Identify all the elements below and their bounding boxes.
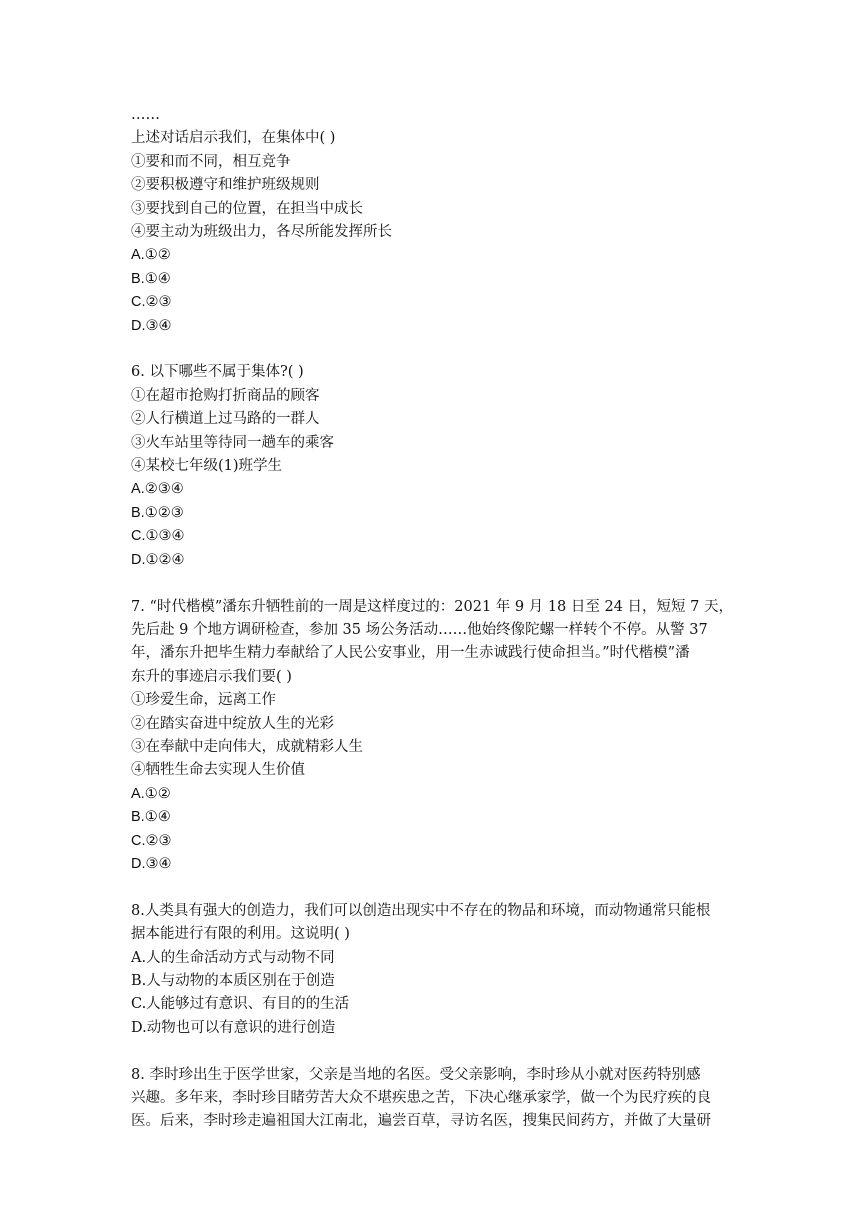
q6-statement-3: ③火车站里等待同一趟车的乘客 xyxy=(131,434,334,451)
q8a-stem-line-1: 8.人类具有强大的创造力，我们可以创造出现实中不存在的物品和环境，而动物通常只能根 xyxy=(131,902,711,919)
q5-option-d: D.③④ xyxy=(131,317,172,334)
spacer xyxy=(131,876,741,899)
q5-option-c: C.②③ xyxy=(131,294,172,311)
q6-option-d: D.①②④ xyxy=(131,551,185,568)
q8a-option-a: A.人的生命活动方式与动物不同 xyxy=(131,949,335,966)
q5-stem: 上述对话启示我们，在集体中( ) xyxy=(131,130,336,147)
spacer xyxy=(131,338,741,361)
q7-option-b: B.①④ xyxy=(131,809,171,826)
q7-stem-line-2: 先后赴 9 个地方调研检查，参加 35 场公务活动……他始终像陀螺一样转个不停。从警 37 xyxy=(131,621,708,638)
q6-statement-1: ①在超市抢购打折商品的顾客 xyxy=(131,387,320,404)
q6-statement-4: ④某校七年级(1)班学生 xyxy=(131,458,283,475)
q6-option-c: C.①③④ xyxy=(131,528,185,545)
q8b-stem-line-3: 医。后来，李时珍走遍祖国大江南北，遍尝百草，寻访名医，搜集民间药方，并做了大量研 xyxy=(131,1113,711,1130)
q7-statement-1: ①珍爱生命，远离工作 xyxy=(131,692,276,709)
q6-statement-2: ②人行横道上过马路的一群人 xyxy=(131,411,320,428)
q5-statement-1: ①要和而不同，相互竞争 xyxy=(131,153,291,170)
q7-stem-line-3: 年，潘东升把毕生精力奉献给了人民公安事业，用一生赤诚践行使命担当。”时代楷模”潘 xyxy=(131,645,690,662)
q6-stem: 6. 以下哪些不属于集体?( ) xyxy=(131,364,304,381)
q6-option-a: A.②③④ xyxy=(131,481,184,498)
q8b-stem-line-1: 8. 李时珍出生于医学世家，父亲是当地的名医。受父亲影响，李时珍从小就对医药特别感 xyxy=(131,1066,701,1083)
ellipsis: …… xyxy=(131,107,160,123)
q7-stem-line-4: 东升的事迹启示我们要( ) xyxy=(131,668,292,685)
q5-statement-3: ③要找到自己的位置，在担当中成长 xyxy=(131,200,363,217)
q7-option-c: C.②③ xyxy=(131,832,172,849)
q8a-stem-line-2: 据本能进行有限的利用。这说明( ) xyxy=(131,926,350,943)
q8a-option-c: C.人能够过有意识、有目的的生活 xyxy=(131,996,350,1013)
q7-statement-3: ③在奉献中走向伟大，成就精彩人生 xyxy=(131,738,363,755)
spacer xyxy=(131,572,741,595)
q5-statement-2: ②要积极遵守和维护班级规则 xyxy=(131,177,320,194)
q8a-option-d: D.动物也可以有意识的进行创造 xyxy=(131,1019,336,1036)
q5-option-b: B.①④ xyxy=(131,270,171,287)
q7-stem-line-1: 7. “时代楷模”潘东升牺牲前的一周是这样度过的：2021 年 9 月 18 日至 24 日，短短 7 天， xyxy=(131,598,734,615)
spacer xyxy=(131,1040,741,1063)
q7-option-d: D.③④ xyxy=(131,855,172,872)
q7-statement-4: ④牺牲生命去实现人生价值 xyxy=(131,762,305,779)
q5-option-a: A.①② xyxy=(131,247,171,264)
q7-option-a: A.①② xyxy=(131,785,171,802)
q6-option-b: B.①②③ xyxy=(131,504,184,521)
question-content xyxy=(131,104,741,1134)
q8a-option-b: B.人与动物的本质区别在于创造 xyxy=(131,972,335,989)
q7-statement-2: ②在踏实奋进中绽放人生的光彩 xyxy=(131,715,334,732)
q5-statement-4: ④要主动为班级出力，各尽所能发挥所长 xyxy=(131,224,392,241)
q8b-stem-line-2: 兴趣。多年来，李时珍目睹劳苦大众不堪疾患之苦，下决心继承家学，做一个为民疗疾的良 xyxy=(131,1090,711,1106)
